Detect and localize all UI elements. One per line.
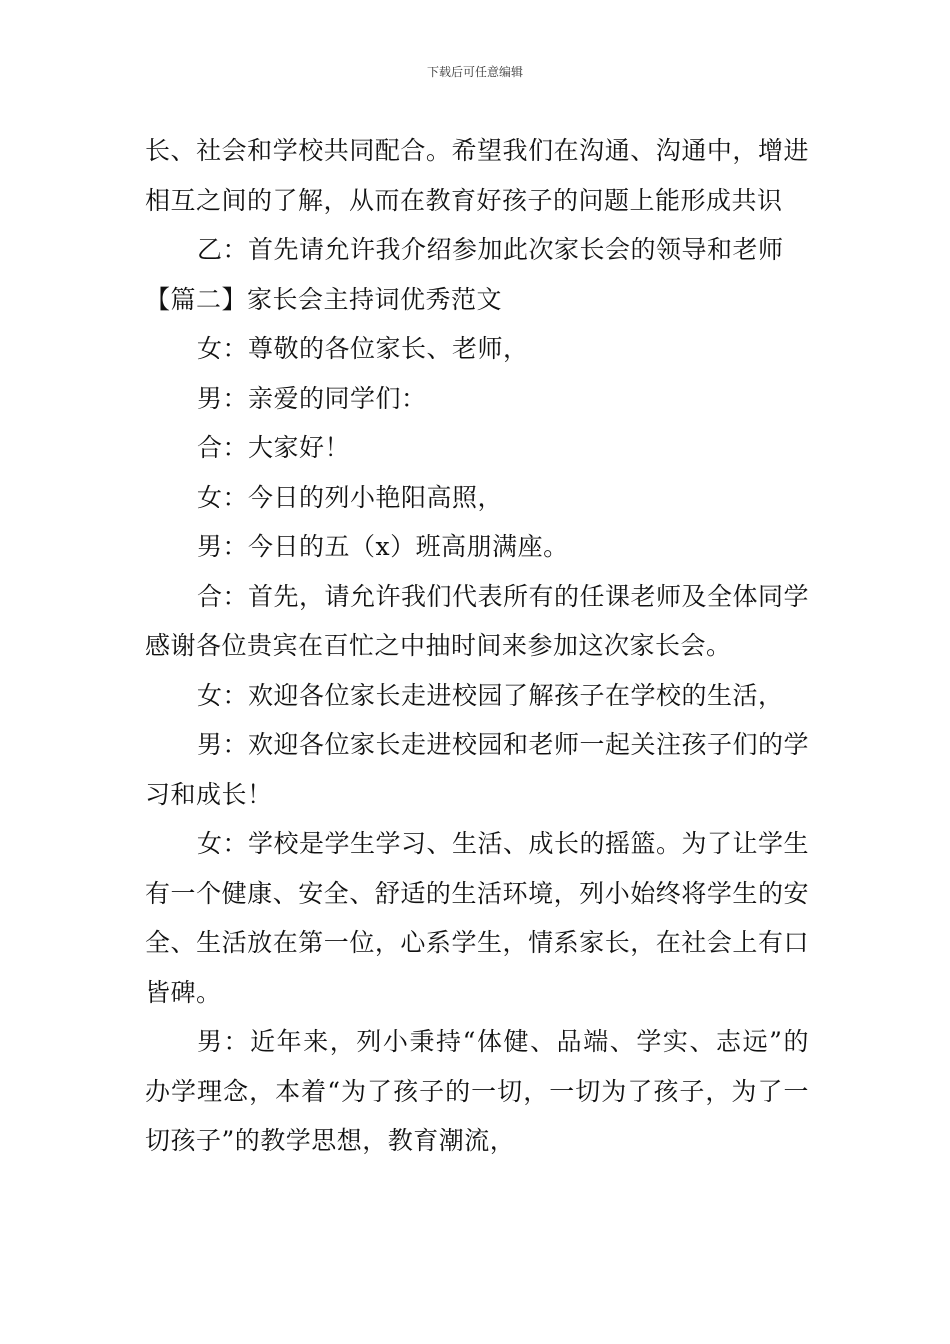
page-header: 下载后可任意编辑	[426, 65, 523, 79]
paragraph-female-sunny: 女：今日的列小艳阳高照，	[197, 482, 504, 512]
paragraph-male-class: 男：今日的五（x）班高朋满座。	[197, 532, 569, 561]
paragraph-female-welcome: 女：欢迎各位家长走进校园了解孩子在学校的生活，	[197, 680, 784, 710]
paragraph-together-hello: 合：大家好！	[197, 433, 351, 462]
paragraph-continuation: 长、社会和学校共同配合。希望我们在沟通、沟通中，增进相互之间的了解，从而在教育好孩子的问题上能形成共识	[145, 136, 809, 215]
paragraph-male-philosophy: 男：近年来，列小秉持“体健、品端、学实、志远”的办学理念，本着“为了孩子的一切，一切为了孩子，为了一切孩子”的教学思想，教育潮流，	[145, 1027, 809, 1155]
document-body	[145, 126, 809, 1166]
paragraph-together-thanks: 合：首先，请允许我们代表所有的任课老师及全体同学感谢各位贵宾在百忙之中抽时间来参加这次家长会。	[145, 581, 810, 660]
paragraph-female-school: 女：学校是学生学习、生活、成长的摇篮。为了让学生有一个健康、安全、舒适的生活环境，列小始终将学生的安全、生活放在第一位，心系学生，情系家长，在社会上有口皆碑。	[145, 829, 810, 1007]
paragraph-male-welcome: 男：欢迎各位家长走进校园和老师一起关注孩子们的学习和成长！	[145, 730, 810, 809]
section-title: 【篇二】家长会主持词优秀范文	[145, 284, 503, 314]
paragraph-yi-intro: 乙：首先请允许我介绍参加此次家长会的领导和老师	[197, 235, 784, 264]
paragraph-female-greeting: 女：尊敬的各位家长、老师，	[197, 334, 529, 363]
paragraph-male-greeting: 男：亲爱的同学们：	[197, 383, 427, 413]
